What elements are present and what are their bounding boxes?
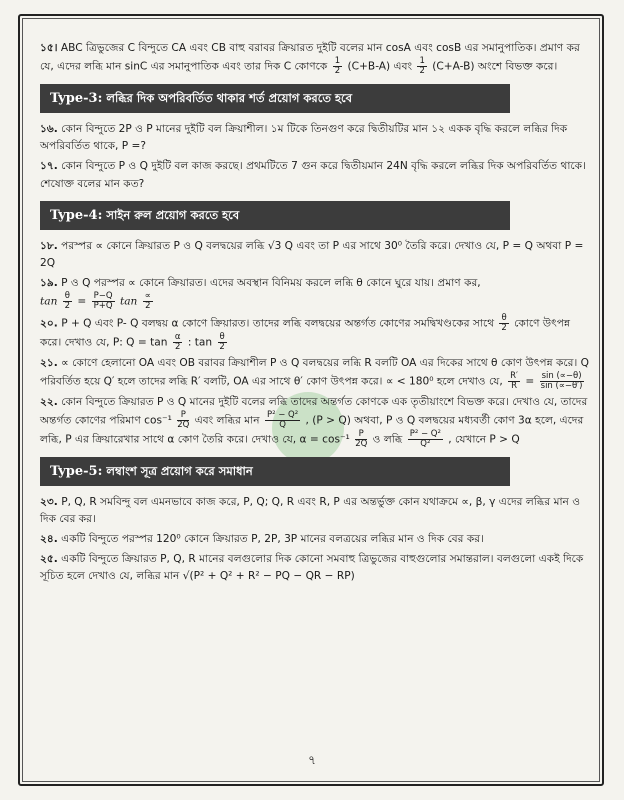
- question-20: ২০. P + Q এবং P- Q বলদ্বয় α কোণে ক্রিয়ারত। তাদের লব্ধি বলদ্বয়ের অন্তর্গত কোণের সমদ্বিখণ্ডকের সাথে $\frac{\theta}{2}$ কোণে উৎপন্ন করে। দেখাও যে, P: Q = tan $\frac{\alpha}{2}$ : tan $\frac{\theta}{2}$: [40, 313, 571, 352]
- question-22: ২২. কোন বিন্দুতে ক্রিয়ারত P ও Q মানের দুইটি বলের লব্ধি তাদের অন্তর্গত কোণকে এক তৃতীয়াংশে বিভক্ত করে। দেখাও যে, তাদের অন্তর্গত কোণের পরিমাণ cos⁻¹ $\frac{P}{2Q}$ এবং লব্ধির মান $\frac{\text{P² − Q²}}{Q}$ , (P > Q) অথবা, P ও Q বলদ্বয়ের মধ্যবর্তী কোণ 3α হলে, এদের লব্ধি, P এর ক্রিয়ারেখার সাথে α কোণ তৈরি করে। দেখাও যে, α = cos⁻¹ $\frac{P}{2Q}$ ও লব্ধি $\frac{\text{P² − Q²}}{\text{Q²}}$ , যেখানে P > Q: [40, 395, 588, 449]
- question-16: ১৬. কোন বিন্দুতে 2P ও P মানের দুইটি বল ক্রিয়াশীল। ১ম টিকে তিনগুণ করে দ্বিতীয়টির মান ১২ একক বৃদ্ধি করলে লব্ধির দিক অপরিবর্তিত থাকে, P =?: [40, 123, 568, 153]
- question-25: ২৫. একটি বিন্দুতে ক্রিয়ারত P, Q, R মানের বলগুলোর দিক কোনো সমবাহু ত্রিভুজের বাহুগুলোর সমান্তরাল। বলগুলো একই দিকে সূচিত হলে দেখাও যে, লব্ধির মান √(P² + Q² + R² − PQ − QR − RP): [40, 553, 584, 583]
- fraction: $\frac{1}{2}$: [334, 56, 341, 77]
- question-15: ১৫। ABC ত্রিভুজের C বিন্দুতে CA এবং CB বাহু বরাবর ক্রিয়ারত দুইটি বলের মান cosA এবং cosB এর সমানুপাতিক। প্রমাণ কর যে, এদের লব্ধি মান sinC এর সমানুপাতিক এবং তার দিক C কোণকে $\frac{1}{2}$ (C+B-A) এবং $\frac{1}{2}$ (C+A-B) অংশে বিভক্ত করে।: [40, 42, 580, 77]
- section-banner-type3: Type-3: লব্ধির দিক অপরিবর্তিত থাকার শর্ত প্রয়োগ করতে হবে: [40, 84, 510, 113]
- section-banner-type4: Type-4: সাইন রুল প্রয়োগ করতে হবে: [40, 201, 510, 230]
- question-24: ২৪. একটি বিন্দুতে পরস্পর 120⁰ কোনে ক্রিয়ারত P, 2P, 3P মানের বলত্রয়ের লব্ধির মান ও দিক বের কর।: [40, 532, 484, 545]
- section-banner-type5: Type-5: লম্বাংশ সূত্র প্রয়োগ করে সমাধান: [40, 457, 510, 486]
- fraction: $\frac{1}{2}$: [419, 56, 425, 77]
- question-21: ২১. ∝ কোণে হেলানো OA এবং OB বরাবর ক্রিয়াশীল P ও Q বলদ্বয়ের লব্ধি R বলটি OA এর দিকের সাথে θ কোণ উৎপন্ন করে। Q পরিবর্তিত হয়ে Q′ হলে তাদের লব্ধি R′ বলটি, OA এর সাথে θ′ কোণ উৎপন্ন করে। ∝ < 180⁰ হলে দেখাও যে, $\frac{R'}{R}$ = $\frac{\sin (\propto-\theta)}{\sin (\propto-\theta')}$: [40, 356, 589, 391]
- question-18: ১৮. পরস্পর ∝ কোনে ক্রিয়ারত P ও Q বলদ্বয়ের লব্ধি √3 Q এবং তা P এর সাথে 30⁰ তৈরি করে। দেখাও যে, P = Q অথবা P = 2Q: [40, 239, 584, 269]
- page-number: ৭: [308, 753, 316, 767]
- question-19: ১৯. P ও Q পরস্পর ∝ কোনে ক্রিয়ারত। এদের অবস্থান বিনিময় করলে লব্ধি θ কোনে ঘুরে যায়। প্রমাণ কর, tan $\frac{\theta}{2}$ = $\frac{P-Q}{P+Q}$ tan $\frac{\propto}{2}$: [40, 277, 481, 312]
- question-17: ১৭. কোন বিন্দুতে P ও Q দুইটি বল কাজ করছে। প্রথমটিতে 7 গুন করে দ্বিতীয়মান 24N বৃদ্ধি করলে লব্ধির দিক অপরিবর্তিত থাকে। শেষোক্ত বলের মান কত?: [40, 160, 586, 190]
- question-23: ২৩. P, Q, R সমবিন্দু বল এমনভাবে কাজ করে, P, Q; Q, R এবং R, P এর অন্তর্ভুক্ত কোন যথাক্রমে ∝, β, γ এদের লব্ধির মান ও দিক বের কর।: [40, 495, 581, 525]
- content: [40, 40, 590, 588]
